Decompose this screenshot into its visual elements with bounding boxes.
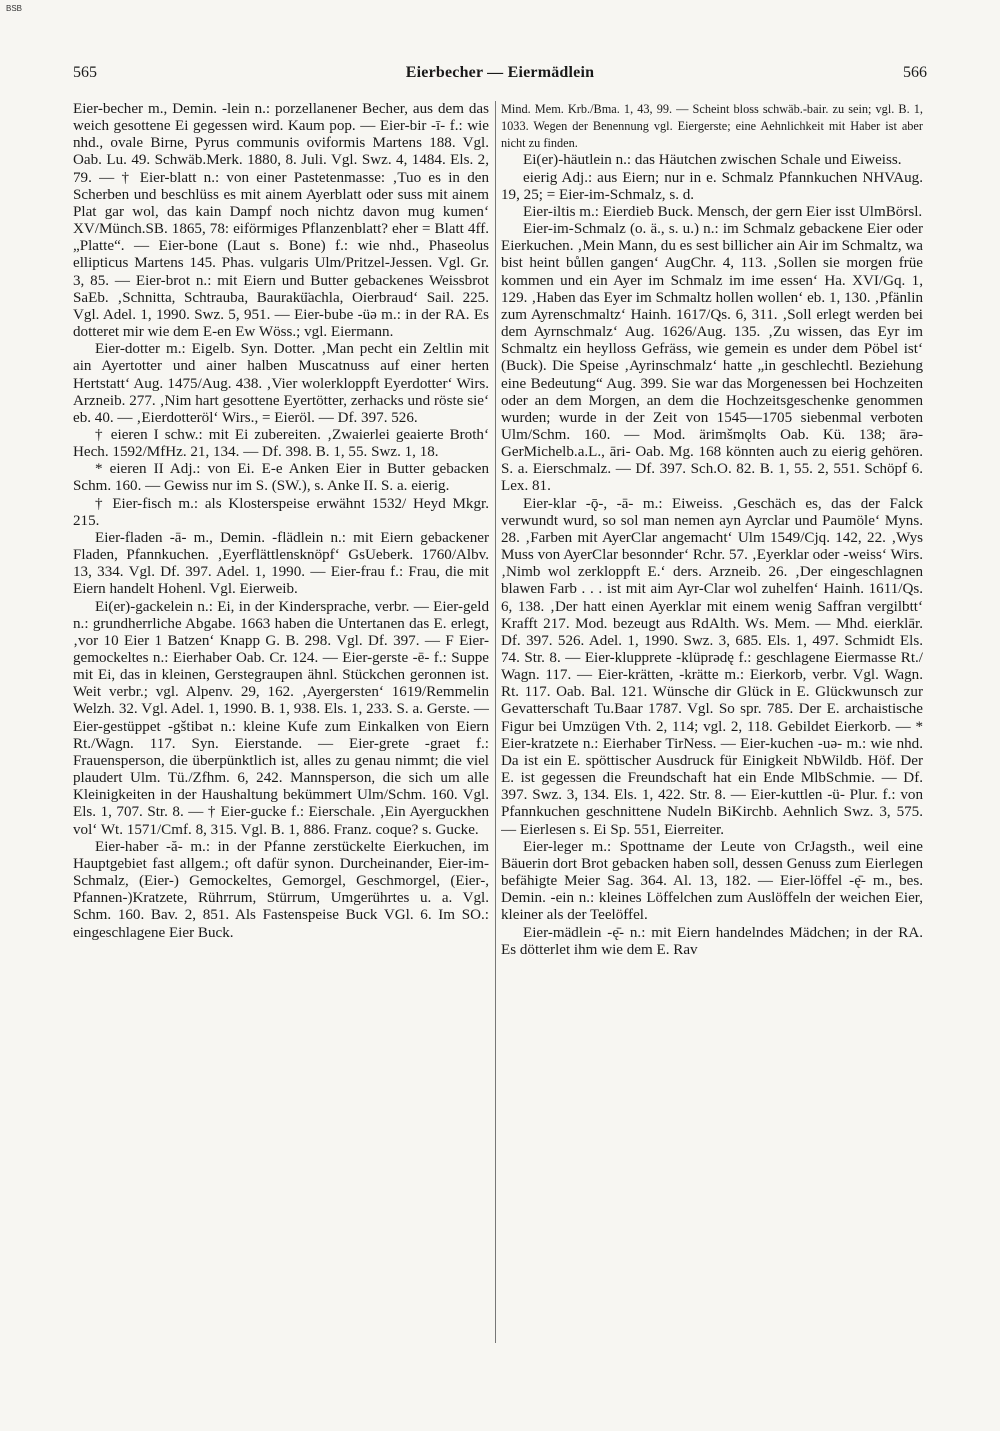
page-number-right: 566 xyxy=(903,64,927,81)
page-number-left: 565 xyxy=(73,64,97,81)
dictionary-entry: Eier-mädlein -ę̄- n.: mit Eiern handelndes Mädchen; in der RA. Es dötterlet ihm wie dem E. Rav xyxy=(501,924,923,958)
dictionary-entry: eierig Adj.: aus Eiern; nur in e. Schmalz Pfannkuchen NHVAug. 19, 25; = Eier-im-Schmalz, s. d. xyxy=(501,169,923,203)
dictionary-entry: Eier-haber -ă- m.: in der Pfanne zerstückelte Eierkuchen, im Hauptgebiet fast allgem.; oft dafür synon. Durcheinander, Eier-im-Schmalz, (Eier-) Gemockeltes, Gemorgel, Geschmorgel, (Eier-, Pfannen-)Kratzete, Rührrum, Stürrum, Umgerührtes u. a. Vgl. Schm. 160. Bav. 2, 851. Als Fastenspeise Buck VGl. 6. Im SO.: eingeschlagene Eier Buck. xyxy=(73,838,489,941)
dictionary-entry: Eier-dotter m.: Eigelb. Syn. Dotter. ‚Man pecht ein Zeltlin mit ain Ayertotter und ainer halben Muscatnuss auf einer herten Hertstatt‘ Aug. 1475/Aug. 438. ‚Vier wolerkloppft Eyerdotter‘ Wirs. Arzneib. 277. ‚Nim hart gesottene Eyertötter, zerhacks und röste sie‘ eb. 40. — ‚Eierdotteröl‘ Wirs., = Eieröl. — Df. 397. 526. xyxy=(73,341,489,426)
running-head xyxy=(73,64,927,88)
dictionary-entry: Eier-becher m., Demin. -lein n.: porzellanener Becher, aus dem das weich gesottene Ei gegessen wird. Kaum pop. — Eier-bir -ī- f.: wie nhd., ovale Birne, Pyrus communis oviformis Martens 188. Vgl. Oab. Lu. 49. Schwäb.Merk. 1880, 8. Juli. Vgl. Swz. 4, 1484. Els. 2, 79. — † Eier-blatt n.: von einer Pastetenmasse: ‚Tuo es in den Scherben und beschlüss es mit ainem Ayerblatt oder suss mit ainem Plat gar wol, das kain Dampf noch nichtz davon mug kumen‘ XV/Münch.SB. 1865, 78: eiförmiges Pflanzenblatt? eher = Blatt 4ff. „Platte“. — Eier-bone (Laut s. Bone) f.: wie nhd., Phaseolus ellipticus Martens 145. Phas. vulgaris Ulm/Pritzel-Jessen. Vgl. Gr. 3, 85. — Eier-brot n.: mit Eiern und Butter gebackenes Weissbrot SaEb. ‚Schnitta, Schtrauba, Baurakü̈achla, Oierbraud‘ Sail. 225. Vgl. Adel. 1, 1990. Swz. 5, 951. — Eier-bube -üə m.: in der RA. Es dotteret mir wie dem E-en Ew Wöss.; vgl. Eiermann. xyxy=(73,101,489,341)
library-stamp: BSB xyxy=(6,4,23,13)
right-column xyxy=(501,101,923,1401)
dictionary-entry: Eier-iltis m.: Eierdieb Buck. Mensch, der gern Eier isst UlmBörsl. xyxy=(523,203,923,220)
dictionary-entry: Eier-klar -ǭ-, -ā- m.: Eiweiss. ‚Geschäch es, das der Falck verwundt wurd, so sol man nemen ayn Ayrclar und Paumöle‘ Myns. 28. ‚Farben mit AyerClar angemacht‘ Ulm 1549/Cjq. 142, 22. ‚Wys Muss von AyerClar besonnder‘ Rchr. 57. ‚Eyerklar oder -weiss‘ Wirs. ‚Nimb wol zerkloppft E.‘ ders. Arzneib. 26. ‚Der eingeschlagnen blawen Farb . . . ist mit aim Ayr-Clar wol zuhelfen‘ Hainh. 1611/Qs. 6, 138. ‚Der hatt einen Ayerklar mit einem wenig Saffran vergilbtt‘ Krafft 217. Mod. bezeugt aus RdAlth. Ws. Mem. — Mhd. eierklār. Df. 397. 526. Adel. 1, 1990. Swz. 3, 685. Els. 1, 497. Schmidt Els. 74. Str. 8. — Eier-klupprete -klüprədę f.: geschlagene Eiermasse Rt./ Wagn. 117. — Eier-krätten, -krätte m.: Eierkorb, verbr. Vgl. Wagn. Rt. 117. Oab. Bal. 121. Wünsche dir Glück in E. Glückwunsch zur Gevatterschaft Tu.Baar 1787. Vgl. So spr. 785. Der E. archaistische Figur bei Umzügen Vth. 2, 114; vgl. 2, 118. Gebildet Eierkorb. — * Eier-kratzete n.: Eierhaber TirNess. — Eier-kuchen -uə- m.: wie nhd. Da ist ein E. spöttischer Ausdruck für Einigkeit NbWildb. Höf. Der E. ist gegessen die Freundschaft hat ein Ende MlbSchmie. — Df. 397. Swz. 3, 134. Els. 1, 422. Str. 8. — Eier-kuttlen -ü- Plur. f.: von Pfannkuchen geschnittene Nudeln BiKirchb. Aehnlich Swz. 3, 575. — Eierlesen s. Ei Sp. 551, Eierreiter. xyxy=(501,495,923,838)
dictionary-entry: * eieren II Adj.: von Ei. E-e Anken Eier in Butter gebacken Schm. 160. — Gewiss nur im S. (SW.), s. Anke II. S. a. eierig. xyxy=(73,461,489,495)
left-column xyxy=(73,101,489,1401)
dictionary-entry: † eieren I schw.: mit Ei zubereiten. ‚Zwaierlei geaierte Broth‘ Hech. 1592/MfHz. 21, 134. — Df. 398. B. 1, 55. Swz. 1, 18. xyxy=(73,426,489,461)
dictionary-entry: † Eier-fisch m.: als Klosterspeise erwähnt 1532/ Heyd Mkgr. 215. xyxy=(73,495,489,529)
dictionary-entry: Ei(er)-gackelein n.: Ei, in der Kindersprache, verbr. — Eier-geld n.: grundherrliche Abgabe. 1663 haben die Untertanen das E. erlegt, ‚vor 10 Eier 1 Batzen‘ Knapp G. B. 298. Vgl. Df. 397. — F Eier-gemockeltes n.: Eierhaber Oab. Cr. 124. — Eier-gerste -ē- f.: Suppe mit Ei, das in kleinen, Gerstegraupen ähnl. Stückchen geronnen ist. Weit verbr.; vgl. Alpenv. 29, 162. ‚Ayergersten‘ 1619/Remmelin Welzh. 32. Vgl. Adel. 1, 1990. B. 1, 938. Els. 1, 233. S. a. Gerste. — Eier-gestüppet -gštibət n.: kleine Kufe zum Einkalken von Eiern Rt./Wagn. 117. Syn. Eierstande. — Eier-grete -graet f.: Frauensperson, die überpünktlich ist, alles zu genau nimmt; die viel plaudert Ulm. Tü./Zfhm. 6, 242. Mannsperson, die sich um alle Kleinigkeiten in der Haushaltung bekümmert Ulm/Schm. 160. Vgl. Els. 1, 707. Str. 8. — † Eier-gucke f.: Eierschale. ‚Ein Ayerguckhen vol‘ Wt. 1571/Cmf. 8, 315. Vgl. B. 1, 886. Franz. coque? s. Gucke. xyxy=(73,598,489,838)
dictionary-entry: Ei(er)-häutlein n.: das Häutchen zwischen Schale und Eiweiss. xyxy=(523,152,902,169)
page-title: Eierbecher — Eiermädlein xyxy=(405,64,595,81)
dictionary-entry: Eier-leger m.: Spottname der Leute von CrJagsth., weil eine Bäuerin dort Brot gebacken haben soll, dessen Genuss zum Eierlegen befähigte Meier Sag. 364. Al. 13, 182. — Eier-löffel -ę̄- m., bes. Demin. -ein n.: kleines Löffelchen zum Auslöffeln der weichen Eier, kleiner als der Teelöffel. xyxy=(501,838,923,924)
dictionary-entry: Eier-fladen -ā- m., Demin. -flädlein n.: mit Eiern gebackener Fladen, Pfannkuchen. ‚Eyerflättlensknöpf‘ GsUeberk. 1760/Albv. 13, 334. Vgl. Df. 397. Adel. 1, 1990. — Eier-frau f.: Frau, die mit Eiern handelt Hohenl. Vgl. Eierweib. xyxy=(73,529,489,598)
column-rule xyxy=(495,101,496,1343)
dictionary-entry: Eier-im-Schmalz (o. ä., s. u.) n.: im Schmalz gebackene Eier oder Eierkuchen. ‚Mein Mann, du es sest billicher ain Air im Schmaltz, wa bist heint bůllen gangen‘ AugChr. 4, 113. ‚Sollen sie morgen früe kommen und ein Ayer im Schmalz im ime essen‘ Ha. XVI/Gq. 1, 129. ‚Haben das Eyer im Schmaltz hollen wollen‘ eb. 1, 130. ‚Pfänlin zum Ayrenschmaltz‘ Hainh. 1617/Qs. 6, 311. ‚Soll erlegt werden bei dem Ayrnschmalz‘ Aug. 1626/Aug. 135. ‚Zu wissen, das Eyr im Schmaltz ein heylloss Gefräss, wie gemein es under dem Pöbel ist‘ (Buck). Die Speise ‚Ayrinschmalz‘ hatte „in geschlechtl. Beziehung eine Bedeutung“ Aug. 399. Sie war das Morgenessen bei Hochzeiten oder an dem Morgen, an dem die Hochzeitsgeschenke genommen wurden; wurde in der Zeit von 1545—1705 siebenmal verboten Ulm/Schm. 160. — Mod. ärimšmǫlts Oab. Kü. 138; ārə- GerMichelb.a.L., āri- Oab. Mg. 168 könnten auch zu eierig gehören. S. a. Eierschmalz. — Df. 397. Sch.O. 82. B. 1, 55. 2, 551. Schöpf 6. Lex. 81. xyxy=(501,221,923,495)
dictionary-entry: Mind. Mem. Krb./Bma. 1, 43, 99. — Scheint bloss schwäb.-bair. zu sein; vgl. B. 1, 1033. Wegen der Benennung vgl. Eiergerste; eine Aehnlichkeit mit Haber ist aber nicht zu finden. xyxy=(501,102,923,151)
